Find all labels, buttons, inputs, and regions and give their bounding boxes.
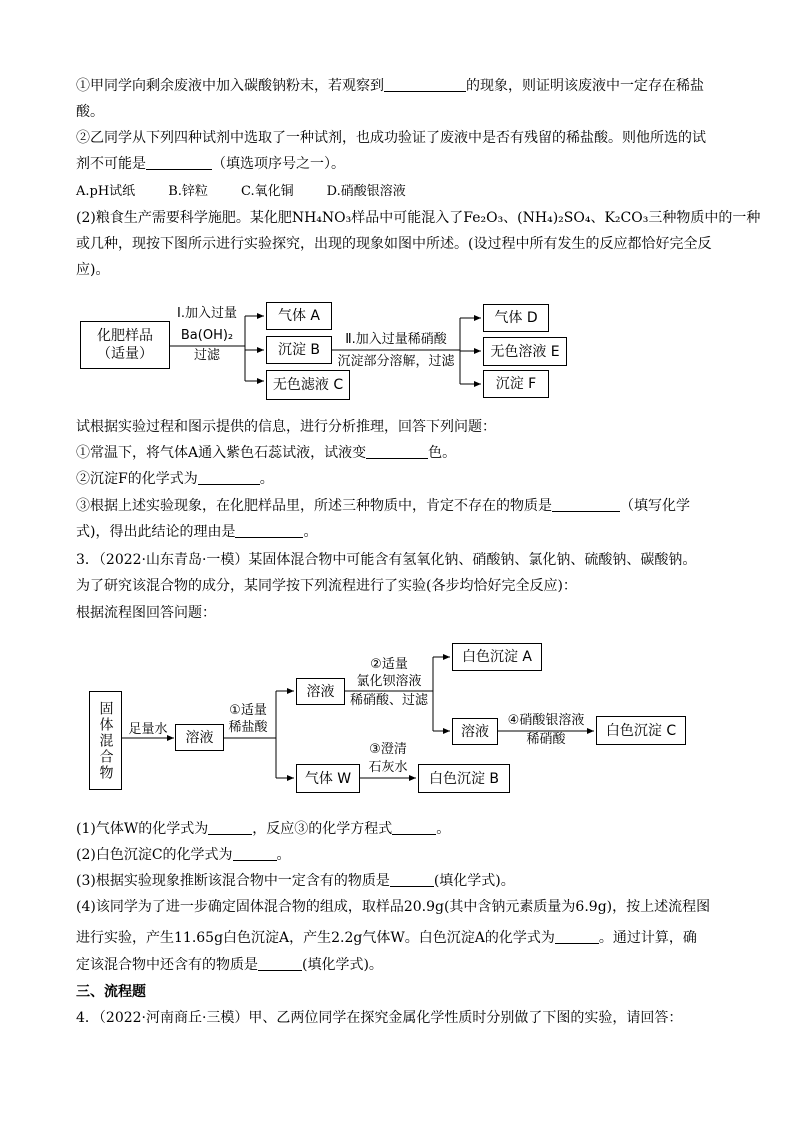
solution-box: 溶液 xyxy=(175,724,224,751)
step-label: Ba(OH)₂ xyxy=(180,328,234,343)
answer-blank[interactable] xyxy=(258,956,302,971)
answer-blank[interactable] xyxy=(390,872,434,887)
question-line: (3)根据实验现象推断该混合物中一定含有的物质是 (填化学式)。 xyxy=(76,873,515,889)
answer-blank[interactable] xyxy=(233,846,277,861)
question-line: (2)白色沉淀C的化学式为 。 xyxy=(76,847,291,863)
question-line: 进行实验，产生11.65g白色沉淀A，产生2.2g气体W。白色沉淀A的化学式为 。通过计算，确 xyxy=(76,930,697,946)
step-label: Ⅰ.加入过量 xyxy=(177,306,237,321)
box-label: （适量） xyxy=(97,346,153,362)
solution-box: 溶液 xyxy=(296,678,345,705)
answer-blank[interactable] xyxy=(392,820,436,835)
answer-blank[interactable] xyxy=(555,929,599,944)
solution-box: 溶液 xyxy=(452,718,498,745)
section-heading: 三、流程题 xyxy=(76,984,146,1000)
question-line: 应)。 xyxy=(76,262,110,278)
gas-w-box: 气体 W xyxy=(296,764,360,793)
step-label: Ⅱ.加入过量稀硝酸 xyxy=(345,332,447,347)
step-label: ③澄清 xyxy=(369,742,407,757)
question-line: (1)气体W的化学式为 ，反应③的化学方程式 。 xyxy=(76,821,451,837)
question-line: 4．（2022·河南商丘·三模）甲、乙两位同学在探究金属化学性质时分别做了下图的实验，请回答： xyxy=(76,1010,683,1026)
step-label: 石灰水 xyxy=(368,760,408,775)
white-precipitate-c-box: 白色沉淀 C xyxy=(596,716,686,745)
step-label: 稀硝酸、过滤 xyxy=(349,693,428,708)
step-label: ②适量 xyxy=(370,657,408,672)
question-line: 或几种，现按下图所示进行实验探究，出现的现象如图中所述。(设过程中所有发生的反应都恰好完全反 xyxy=(76,236,712,252)
step-label: 沉淀部分溶解，过滤 xyxy=(337,354,455,369)
question-line: 酸。 xyxy=(76,104,104,120)
box-label: 化肥样品 xyxy=(97,328,153,344)
white-precipitate-a-box: 白色沉淀 A xyxy=(452,643,542,671)
question-line: ②沉淀F的化学式为 。 xyxy=(76,471,274,487)
step-label: 过滤 xyxy=(193,348,220,363)
white-precipitate-b-box: 白色沉淀 B xyxy=(418,764,510,793)
question-line: ②乙同学从下列四种试剂中选取了一种试剂，也成功验证了废液中是否有残留的稀盐酸。则他所选的试 xyxy=(76,130,706,146)
question-line: (4)该同学为了进一步确定固体混合物的组成，取样品20.9g(其中含钠元素质量为6.9g)，按上述流程图 xyxy=(76,899,711,915)
fertilizer-sample-box xyxy=(80,321,170,369)
question-line: 3．（2022·山东青岛·一模）某固体混合物中可能含有氢氧化钠、硝酸钠、氯化钠、硫酸钠、碳酸钠。 xyxy=(76,552,697,568)
question-line: 根据流程图回答问题： xyxy=(76,605,216,621)
step-label: ④硝酸银溶液 xyxy=(507,713,585,728)
answer-blank[interactable] xyxy=(366,444,428,459)
solid-mixture-box: 固体混合物 xyxy=(89,691,122,790)
step-label: 足量水 xyxy=(128,722,168,737)
solution-e-box: 无色溶液 E xyxy=(483,337,567,366)
gas-d-box: 气体 D xyxy=(483,304,549,332)
question-line: ①甲同学向剩余废液中加入碳酸钠粉末，若观察到 的现象，则证明该废液中一定存在稀盐 xyxy=(76,78,704,94)
answer-blank[interactable] xyxy=(208,820,252,835)
question-line: ③根据上述实验现象，在化肥样品里，所述三种物质中，肯定不存在的物质是 （填写化学 xyxy=(76,498,690,514)
question-line: 试根据实验过程和图示提供的信息，进行分析推理，回答下列问题： xyxy=(76,419,496,435)
filtrate-c-box: 无色滤液 C xyxy=(266,370,350,400)
question-line: 为了研究该混合物的成分，某同学按下列流程进行了实验(各步均恰好完全反应)： xyxy=(76,578,577,594)
step-label: 稀硝酸 xyxy=(526,732,566,747)
answer-blank[interactable] xyxy=(235,523,303,538)
answer-blank[interactable] xyxy=(552,497,620,512)
gas-a-box: 气体 A xyxy=(266,302,332,330)
question-line: 剂不可能是 （填选项序号之一）。 xyxy=(76,156,345,172)
answer-blank[interactable] xyxy=(198,470,260,485)
step-label: 稀盐酸 xyxy=(228,720,268,735)
step-label: 氯化钡溶液 xyxy=(356,674,422,689)
precipitate-f-box: 沉淀 F xyxy=(483,370,549,398)
question-line: 定该混合物中还含有的物质是 (填化学式)。 xyxy=(76,957,383,973)
precipitate-b-box: 沉淀 B xyxy=(266,336,332,364)
question-line: ①常温下，将气体A通入紫色石蕊试液，试液变 色。 xyxy=(76,445,457,461)
question-line: (2)粮食生产需要科学施肥。某化肥NH₄NO₃样品中可能混入了Fe₂O₃、(NH₄)₂SO₄、K₂CO₃三种物质中的一种 xyxy=(76,210,761,226)
question-line: 式)，得出此结论的理由是 。 xyxy=(76,524,318,540)
step-label: ①适量 xyxy=(229,703,267,718)
option-list: A.pH试纸 B.锌粒 C.氧化铜 D.硝酸银溶液 xyxy=(76,184,406,199)
